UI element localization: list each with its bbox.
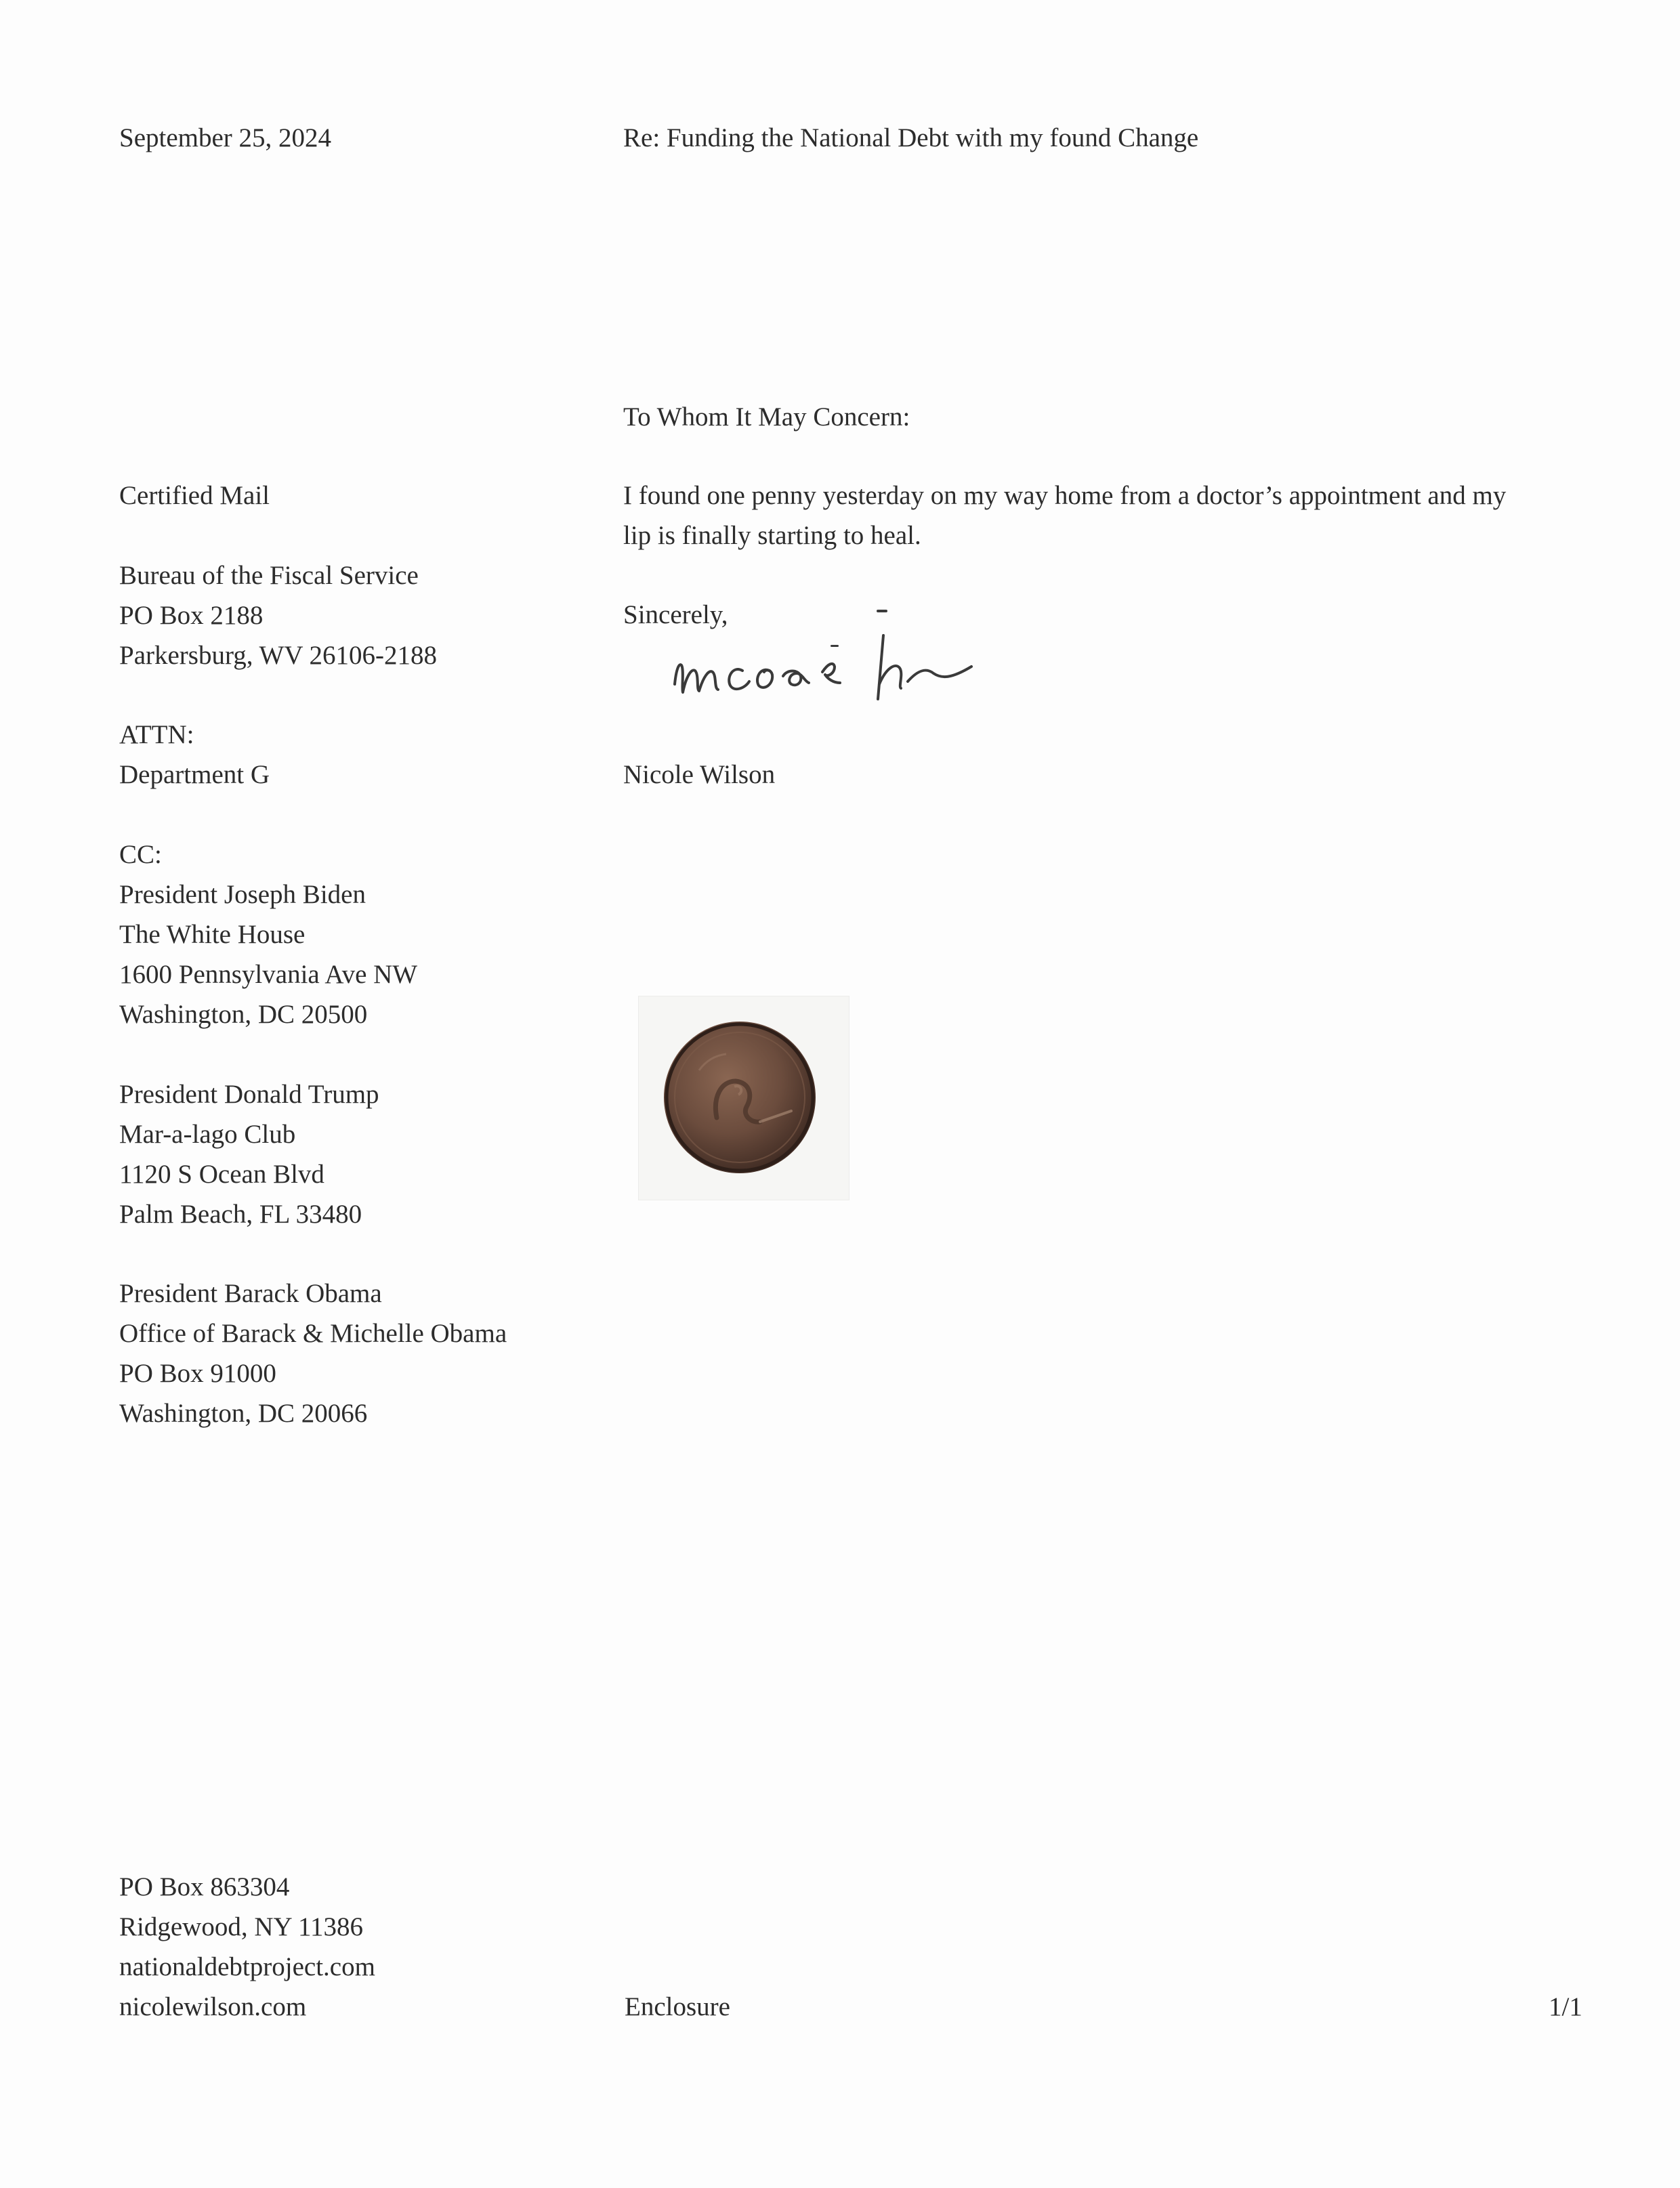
- letter-body: [623, 476, 1506, 555]
- address-line: Washington, DC 20500: [119, 1000, 368, 1029]
- cc-address-biden: [119, 875, 417, 1034]
- address-line: Bureau of the Fiscal Service: [119, 561, 419, 590]
- address-line: Palm Beach, FL 33480: [119, 1200, 362, 1229]
- address-line: PO Box 91000: [119, 1359, 276, 1388]
- salutation: To Whom It May Concern:: [623, 402, 910, 432]
- address-line: Mar-a-lago Club: [119, 1120, 296, 1149]
- address-line: PO Box 2188: [119, 601, 264, 630]
- mailing-method: Certified Mail: [119, 481, 270, 510]
- address-line: 1600 Pennsylvania Ave NW: [119, 960, 418, 989]
- page-number: 1/1: [1549, 1992, 1582, 2021]
- penny-icon: [658, 1016, 821, 1179]
- cc-address-obama: [119, 1274, 507, 1433]
- enclosure-label: Enclosure: [625, 1992, 730, 2021]
- address-line: Parkersburg, WV 26106-2188: [119, 641, 438, 670]
- website-link[interactable]: nicolewilson.com: [119, 1992, 307, 2021]
- address-line: 1120 S Ocean Blvd: [119, 1160, 324, 1189]
- address-line: PO Box 863304: [119, 1872, 290, 1901]
- address-line: Office of Barack & Michelle Obama: [119, 1319, 507, 1348]
- subject-line: Re: Funding the National Debt with my found Change: [623, 123, 1199, 152]
- attn-department: Department G: [119, 760, 270, 789]
- website-link[interactable]: nationaldebtproject.com: [119, 1952, 375, 1981]
- address-line: President Barack Obama: [119, 1279, 382, 1308]
- cc-address-trump: [119, 1074, 379, 1234]
- address-line: Ridgewood, NY 11386: [119, 1912, 364, 1941]
- address-line: Washington, DC 20066: [119, 1399, 368, 1428]
- address-line: President Donald Trump: [119, 1080, 379, 1109]
- address-line: President Joseph Biden: [119, 880, 366, 909]
- letter-date: September 25, 2024: [119, 123, 332, 152]
- signer-name: Nicole Wilson: [623, 760, 776, 789]
- address-line: The White House: [119, 920, 306, 949]
- signature-icon: [663, 603, 1028, 725]
- sender-address: [119, 1867, 375, 2027]
- attention-block: [119, 715, 270, 795]
- body-line: I found one penny yesterday on my way home from a doctor’s appointment and my: [623, 481, 1507, 510]
- cc-label: CC:: [119, 840, 162, 869]
- recipient-address: [119, 555, 437, 675]
- attn-label: ATTN:: [119, 720, 194, 749]
- body-line: lip is finally starting to heal.: [623, 521, 921, 550]
- closing: Sincerely,: [623, 600, 728, 629]
